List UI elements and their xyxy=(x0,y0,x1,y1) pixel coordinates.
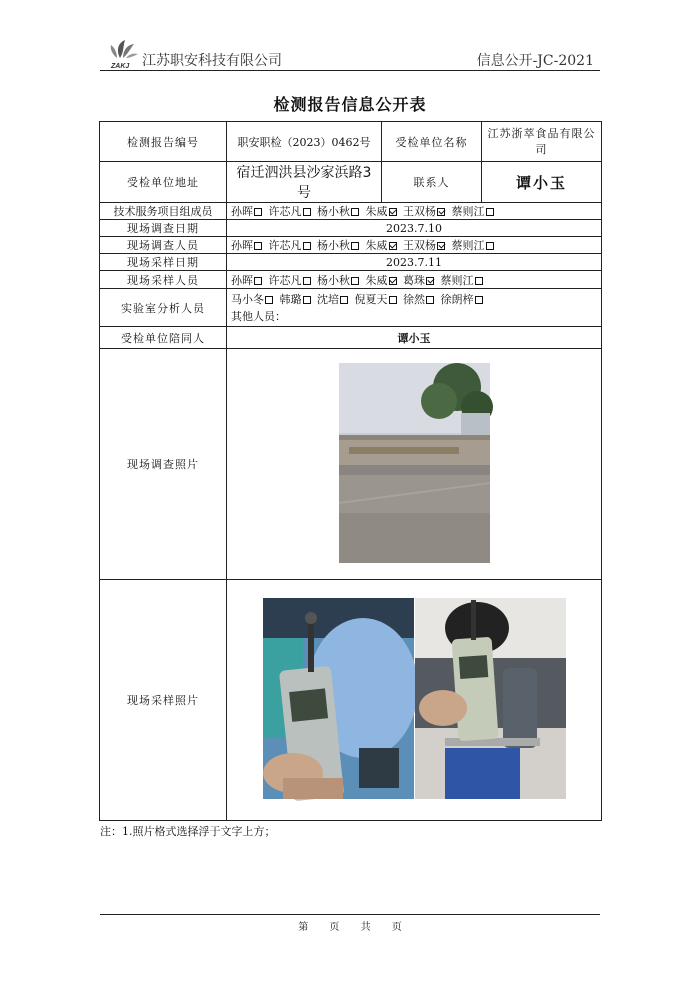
sampling-photo-left xyxy=(263,598,418,801)
checkbox-checked-icon[interactable] xyxy=(437,208,445,216)
checkbox-icon[interactable] xyxy=(351,277,359,285)
survey-staff-people xyxy=(227,237,602,254)
row-escort xyxy=(100,327,602,349)
page-header xyxy=(100,36,600,72)
person-xuran: 徐然 xyxy=(403,293,437,306)
survey-staff-label: 现场调查人员 xyxy=(100,237,227,254)
person-wangshuangyang: 王双杨 xyxy=(403,239,448,252)
checkbox-icon[interactable] xyxy=(303,208,311,216)
checkbox-checked-icon[interactable] xyxy=(389,242,397,250)
checkbox-icon[interactable] xyxy=(303,242,311,250)
contact-value: 谭小玉 xyxy=(482,162,602,203)
person-caizejiang: 蔡则江 xyxy=(441,274,486,287)
checkbox-icon[interactable] xyxy=(389,296,397,304)
footer-divider xyxy=(100,914,600,915)
document-code: 信息公开-JC-2021 xyxy=(476,53,594,69)
sampling-photo-cell xyxy=(227,580,602,821)
report-no-value: 职安职检（2023）0462号 xyxy=(227,122,382,162)
page-title: 检测报告信息公开表 xyxy=(273,95,427,114)
checkbox-checked-icon[interactable] xyxy=(426,277,434,285)
person-sunhui: 孙晖 xyxy=(231,205,265,218)
checkbox-icon[interactable] xyxy=(486,242,494,250)
client-value: 江苏浙萃食品有限公司 xyxy=(482,122,602,162)
person-maxiaodong: 马小冬 xyxy=(231,293,276,306)
row-survey-staff xyxy=(100,237,602,254)
contact-label: 联系人 xyxy=(382,162,482,203)
row-survey-date xyxy=(100,220,602,237)
sampling-date-value: 2023.7.11 xyxy=(227,254,602,271)
person-nixiatian: 倪夏天 xyxy=(355,293,400,306)
svg-text:ZAKJ: ZAKJ xyxy=(111,63,130,70)
lab-other-staff: 其他人员： xyxy=(231,309,286,323)
person-zhuwei: 朱威 xyxy=(366,239,400,252)
survey-photo-label: 现场调查照片 xyxy=(100,349,227,580)
company-name: 江苏职安科技有限公司 xyxy=(142,53,282,69)
row-sampling-photo xyxy=(100,580,602,821)
person-zhuwei: 朱威 xyxy=(366,274,400,287)
footnote: 注：1.照片格式选择浮于文字上方； xyxy=(100,825,276,838)
lab-staff-people xyxy=(227,289,602,327)
row-sampling-staff xyxy=(100,271,602,289)
survey-date-label: 现场调查日期 xyxy=(100,220,227,237)
report-no-label: 检测报告编号 xyxy=(100,122,227,162)
person-sunhui: 孙晖 xyxy=(231,239,265,252)
person-caizejiang: 蔡则江 xyxy=(452,205,497,218)
checkbox-icon[interactable] xyxy=(265,296,273,304)
survey-site-photo xyxy=(227,349,602,579)
header-divider xyxy=(100,70,600,71)
address-label: 受检单位地址 xyxy=(100,162,227,203)
address-value: 宿迁泗洪县沙家浜路3号 xyxy=(227,162,382,203)
survey-date-value: 2023.7.10 xyxy=(227,220,602,237)
person-shenpei: 沈培 xyxy=(317,293,351,306)
checkbox-icon[interactable] xyxy=(351,242,359,250)
checkbox-icon[interactable] xyxy=(475,296,483,304)
company-logo xyxy=(106,36,140,70)
row-tech-team xyxy=(100,203,602,220)
person-yangxiaoqiu: 杨小秋 xyxy=(317,205,362,218)
checkbox-icon[interactable] xyxy=(340,296,348,304)
person-zhuwei: 朱威 xyxy=(366,205,400,218)
person-caizejiang: 蔡则江 xyxy=(452,239,497,252)
row-report-no xyxy=(100,122,602,162)
row-lab-staff xyxy=(100,289,602,327)
checkbox-checked-icon[interactable] xyxy=(437,242,445,250)
escort-label: 受检单位陪同人 xyxy=(100,327,227,349)
checkbox-icon[interactable] xyxy=(426,296,434,304)
checkbox-checked-icon[interactable] xyxy=(389,208,397,216)
checkbox-icon[interactable] xyxy=(254,277,262,285)
person-xulangzi: 徐朗梓 xyxy=(441,293,486,306)
tech-team-label: 技术服务项目组成员 xyxy=(100,203,227,220)
lab-staff-label: 实验室分析人员 xyxy=(100,289,227,327)
checkbox-icon[interactable] xyxy=(303,296,311,304)
checkbox-icon[interactable] xyxy=(351,208,359,216)
person-xuxinfan: 许芯凡 xyxy=(269,239,314,252)
tech-team-people xyxy=(227,203,602,220)
sampling-staff-label: 现场采样人员 xyxy=(100,271,227,289)
row-address xyxy=(100,162,602,203)
person-gezhu: 葛珠 xyxy=(403,274,437,287)
checkbox-icon[interactable] xyxy=(303,277,311,285)
sampling-staff-people xyxy=(227,271,602,289)
checkbox-icon[interactable] xyxy=(254,208,262,216)
person-xuxinfan: 许芯凡 xyxy=(269,274,314,287)
page-footer: 第 页 共 页 xyxy=(298,922,402,933)
row-survey-photo xyxy=(100,349,602,580)
checkbox-icon[interactable] xyxy=(486,208,494,216)
person-xuxinfan: 许芯凡 xyxy=(269,205,314,218)
escort-value: 谭小玉 xyxy=(227,327,602,349)
sampling-date-label: 现场采样日期 xyxy=(100,254,227,271)
survey-photo-cell xyxy=(227,349,602,580)
info-table xyxy=(99,121,602,821)
checkbox-icon[interactable] xyxy=(475,277,483,285)
client-label: 受检单位名称 xyxy=(382,122,482,162)
sampling-site-photos xyxy=(227,580,602,820)
sampling-photo-label: 现场采样照片 xyxy=(100,580,227,821)
person-wangshuangyang: 王双杨 xyxy=(403,205,448,218)
checkbox-icon[interactable] xyxy=(254,242,262,250)
checkbox-checked-icon[interactable] xyxy=(389,277,397,285)
person-sunhui: 孙晖 xyxy=(231,274,265,287)
person-yangxiaoqiu: 杨小秋 xyxy=(317,239,362,252)
person-yangxiaoqiu: 杨小秋 xyxy=(317,274,362,287)
person-hanlu: 韩璐 xyxy=(280,293,314,306)
row-sampling-date xyxy=(100,254,602,271)
sampling-photo-right xyxy=(415,598,566,799)
